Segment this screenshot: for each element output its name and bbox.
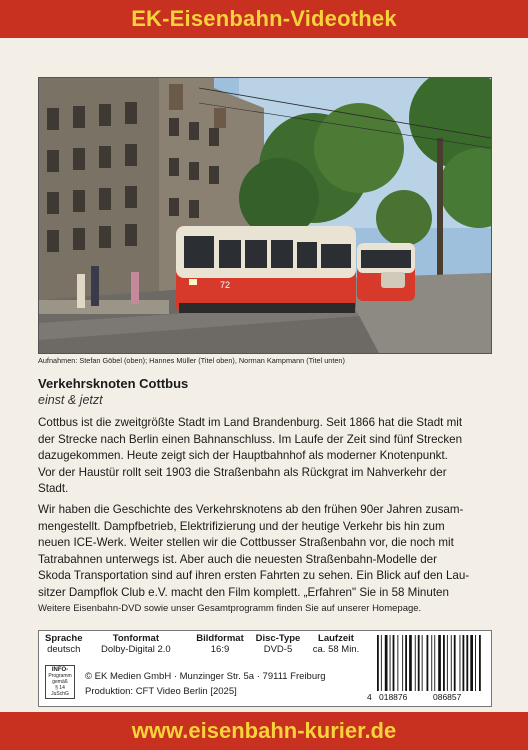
spec-value: Dolby-Digital 2.0 [101,644,171,655]
spec-value: deutsch [47,644,81,655]
paragraph-line: dazugekommen. Heute zeigt sich der Hauptbahnhof als moderner Knotenpunkt. [38,449,448,463]
barcode-digits-left: 018876 [379,692,408,702]
barcode-bar [397,635,398,691]
spec-disc [253,633,303,655]
barcode-bar [475,635,476,691]
barcode-bar [434,635,435,691]
spec-value: DVD-5 [263,644,293,655]
barcode-bar [466,635,468,691]
spec-value: ca. 58 Min. [312,644,360,655]
barcode-bar [381,635,382,691]
barcode-bar [438,635,441,691]
barcode-bar [402,635,403,691]
footer-band [0,712,528,750]
tram-street-photo [39,78,491,353]
spec-label: Sprache [45,633,83,644]
barcode-digits-right: 086857 [433,692,462,702]
brand-title: EK-Eisenbahn-Videothek [131,6,397,31]
barcode-bar [405,635,407,691]
spec-aspect [193,633,247,655]
description-paragraph-2 [38,502,490,602]
spec-label: Tonformat [112,633,159,644]
photo-caption: Aufnahmen: Stefan Göbel (oben); Hannes Müller (Titel oben), Norman Kampmann (Titel unten) [38,356,345,365]
barcode-bar [390,635,391,691]
paragraph-line: mengestellt. Dampfbetrieb, Elektrifizierung und der heutige Verkehr bis hin zum [38,519,445,533]
barcode-bar [409,635,412,691]
barcode-bar [422,635,423,691]
info-logo-line: Programm [48,673,72,679]
spec-language [45,633,83,655]
barcode-bar [454,635,456,691]
cover-photo [38,77,492,354]
info-logo-line: INFO- [51,667,69,673]
publisher-block [85,669,326,699]
barcode-bar [451,635,452,691]
spec-value: 16:9 [210,644,230,655]
paragraph-line: Wir haben die Geschichte des Verkehrsknotens ab den frühen 90er Jahren zusam- [38,503,464,516]
info-program-logo [45,665,75,699]
paragraph-line: Skoda Transportation sind auf ihren ersten Fahrten zu sehen. Ein Blick auf den Lau- [38,569,470,583]
info-logo-line: gemäß [52,679,68,685]
page-subtitle: einst & jetzt [38,393,103,407]
tram-number: 72 [220,280,231,290]
barcode-bar [447,635,448,691]
product-info-box [38,630,492,707]
barcode-bar [479,635,481,691]
barcode-bar [427,635,429,691]
page-title: Verkehrsknoten Cottbus [38,376,189,391]
info-logo-line: § 14 [55,685,65,691]
barcode-bar [393,635,395,691]
paragraph-line: der Strecke nach Berlin einen Bahnanschluss. Im Laufe der Zeit sind fünf Strecken [38,432,463,446]
footer-url[interactable]: www.eisenbahn-kurier.de [131,718,397,743]
barcode-digit-lead: 4 [367,692,372,702]
barcode-bar [385,635,388,691]
publisher-address: © EK Medien GmbH · Munzinger Str. 5a · 79111 Freiburg [85,671,326,682]
barcode-bar [470,635,473,691]
info-logo-line: JuSchG [51,691,69,697]
barcode-bar [418,635,420,691]
barcode-bar [415,635,416,691]
spec-label: Laufzeit [318,633,354,644]
spec-runtime [307,633,365,655]
paragraph-line: Stadt. [38,482,69,496]
barcode-bar [431,635,432,691]
paragraph-line: neuen ICE-Werk. Weiter stellen wir die Cottbusser Straßenbahn vor, die noch mit [38,536,454,550]
spec-audio [101,633,171,655]
barcode [367,633,487,703]
paragraph-line: Cottbus ist die zweitgrößte Stadt im Land Brandenburg. Seit 1866 hat die Stadt mit [38,416,463,429]
barcode-bar [460,635,461,691]
header-band [0,0,528,38]
spec-label: Disc-Type [255,633,301,644]
barcode-bar [463,635,465,691]
paragraph-line: sitzer Dampflok Club e.V. macht den Film komplett. „Erfahren" Sie in 58 Minuten [38,585,449,599]
paragraph-line: Vor der Haustür rollt seit 1903 die Straßenbahn als Rückgrat im Nahverkehr der [38,465,447,479]
more-info-note: Weitere Eisenbahn-DVD sowie unser Gesamtprogramm finden Sie auf unserer Homepage. [38,603,422,614]
paragraph-line: Tatrabahnen unterwegs ist. Aber auch die neuesten Straßenbahn-Modelle der [38,552,437,566]
barcode-bar [377,635,379,691]
production-credit: Produktion: CFT Video Berlin [2025] [85,686,237,697]
description-paragraph-1 [38,415,490,498]
spec-label: Bildformat [196,633,244,644]
barcode-bar [443,635,445,691]
